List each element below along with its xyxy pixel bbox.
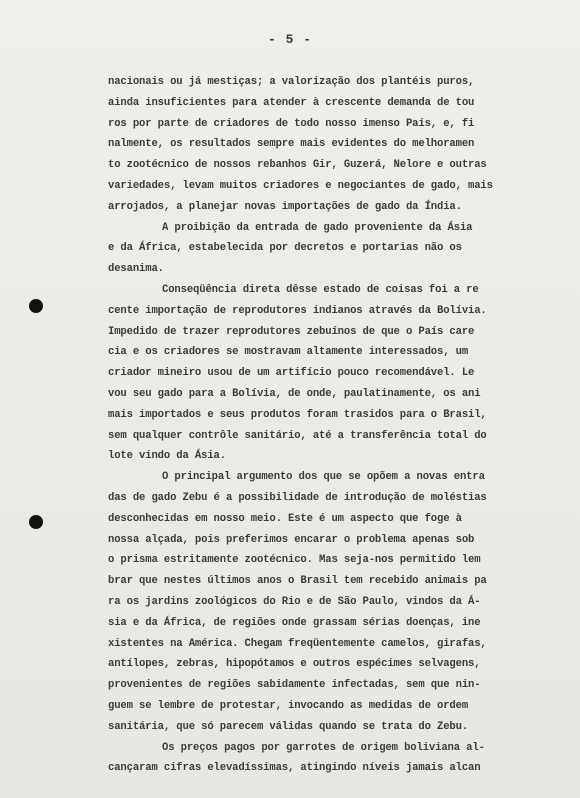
text-line: e da África, estabelecida por decretos e portarias não os bbox=[108, 242, 462, 255]
text-line: vou seu gado para a Bolívia, de onde, paulatinamente, os ani bbox=[108, 387, 481, 400]
text-line: Os preços pagos por garrotes de origem boliviana al- bbox=[162, 741, 485, 754]
body-text bbox=[108, 72, 548, 779]
text-line: sem qualquer contrôle sanitário, até a transferência total do bbox=[108, 429, 487, 442]
text-line: xistentes na América. Chegam freqüentemente camelos, girafas, bbox=[108, 637, 487, 650]
text-line: nalmente, os resultados sempre mais evidentes do melhoramen bbox=[108, 138, 475, 151]
text-line: Impedido de trazer reprodutores zebuínos de que o País care bbox=[108, 325, 475, 338]
text-line: ra os jardins zoológicos do Rio e de São Paulo, vindos da Á- bbox=[108, 595, 481, 608]
text-line: lote vindo da Ásia. bbox=[108, 450, 226, 463]
text-line: das de gado Zebu é a possibilidade de introdução de moléstias bbox=[108, 491, 487, 504]
punch-hole bbox=[29, 299, 43, 313]
text-line: to zootécnico de nossos rebanhos Gir, Guzerá, Nelore e outras bbox=[108, 159, 487, 172]
text-line: Conseqüência direta dêsse estado de coisas foi a re bbox=[162, 283, 479, 296]
text-line: o prisma estritamente zootécnico. Mas seja-nos permitido lem bbox=[108, 554, 481, 567]
text-line: arrojados, a planejar novas importações de gado da Índia. bbox=[108, 200, 462, 213]
text-line: mais importados e seus produtos foram trasidos para o Brasil, bbox=[108, 408, 487, 421]
text-line: cente importação de reprodutores indianos através da Bolívia. bbox=[108, 304, 487, 317]
text-line: guem se lembre de protestar, invocando as medidas de ordem bbox=[108, 699, 469, 712]
text-line: brar que nestes últimos anos o Brasil tem recebido animais pa bbox=[108, 575, 487, 588]
text-line: cia e os criadores se mostravam altamente interessados, um bbox=[108, 346, 469, 359]
page-number: - 5 - bbox=[267, 32, 312, 47]
text-line: ros por parte de criadores de todo nosso imenso País, e, fi bbox=[108, 117, 475, 130]
text-line: antílopes, zebras, hipopótamos e outros espécimes selvagens, bbox=[108, 658, 481, 671]
punch-hole bbox=[29, 515, 43, 529]
text-line: ainda insuficientes para atender à crescente demanda de tou bbox=[108, 96, 475, 109]
text-line: criador mineiro usou de um artifício pouco recomendável. Le bbox=[108, 367, 475, 380]
text-line: desconhecidas em nosso meio. Este é um aspecto que foge à bbox=[108, 512, 462, 525]
text-line: O principal argumento dos que se opõem a novas entra bbox=[162, 471, 485, 484]
text-line: nossa alçada, pois preferimos encarar o problema apenas sob bbox=[108, 533, 475, 546]
text-line: desanima. bbox=[108, 263, 164, 276]
text-line: sia e da África, de regiões onde grassam sérias doenças, ine bbox=[108, 616, 481, 629]
text-line: nacionais ou já mestiças; a valorização dos plantéis puros, bbox=[108, 76, 475, 88]
text-line: sanitária, que só parecem válidas quando se trata do Zebu. bbox=[108, 720, 469, 733]
text-line: cançaram cifras elevadíssimas, atingindo níveis jamais alcan bbox=[108, 762, 481, 775]
text-line: variedades, levam muitos criadores e negociantes de gado, mais bbox=[108, 179, 493, 192]
text-line: provenientes de regiões sabidamente infectadas, sem que nin- bbox=[108, 679, 481, 692]
text-line: A proibição da entrada de gado proveniente da Ásia bbox=[162, 221, 473, 234]
